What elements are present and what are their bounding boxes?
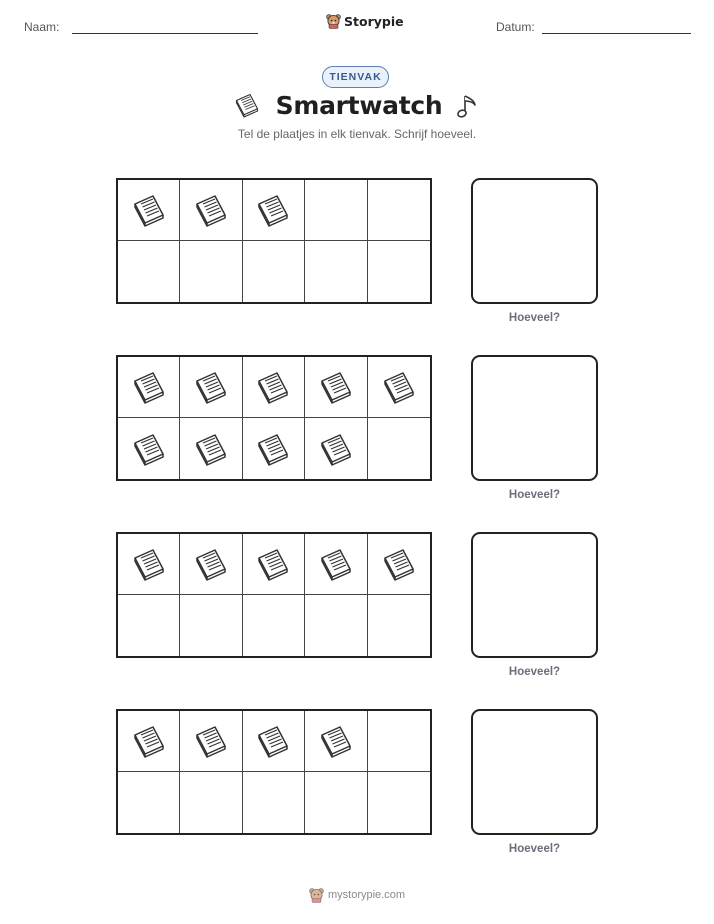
ten-frame-cell	[180, 595, 242, 656]
notebook-icon	[379, 367, 419, 407]
notebook-icon	[316, 544, 356, 584]
hoeveel-label-3: Hoeveel?	[508, 666, 561, 678]
notebook-icon	[253, 429, 293, 469]
ten-frame-cell	[118, 595, 180, 656]
notebook-icon	[129, 544, 169, 584]
notebook-icon	[253, 190, 293, 230]
answer-box-1[interactable]	[471, 178, 598, 304]
notebook-icon	[253, 544, 293, 584]
ten-frame-cell	[243, 711, 305, 772]
ten-frame-4	[116, 709, 432, 835]
ten-frame-cell	[368, 180, 430, 241]
ten-frame-cell	[180, 711, 242, 772]
ten-frame-cell	[305, 241, 367, 302]
footer-url[interactable]: mystorypie.com	[327, 889, 406, 901]
ten-frame-cell	[243, 595, 305, 656]
ten-frame-cell	[305, 772, 367, 833]
notebook-icon	[191, 429, 231, 469]
ten-frame-cell	[243, 180, 305, 241]
ten-frame-cell	[305, 595, 367, 656]
notebook-icon	[253, 721, 293, 761]
storypie-logo	[326, 13, 404, 29]
ten-frame-cell	[368, 595, 430, 656]
ten-frame-cell	[180, 241, 242, 302]
notebook-icon	[129, 721, 169, 761]
footer	[0, 887, 714, 903]
ten-frame-cell	[118, 241, 180, 302]
ten-frame-cell	[243, 241, 305, 302]
ten-frame-cell	[243, 418, 305, 479]
ten-frame-cell	[368, 772, 430, 833]
ten-frame-cell	[368, 357, 430, 418]
ten-frame-cell	[118, 357, 180, 418]
ten-frame-cell	[118, 711, 180, 772]
ten-frame-cell	[368, 711, 430, 772]
ten-frame-cell	[118, 772, 180, 833]
ten-frame-1	[116, 178, 432, 304]
ten-frame-cell	[180, 357, 242, 418]
ten-frame-cell	[305, 418, 367, 479]
ten-frame-cell	[180, 180, 242, 241]
logo-text: Storypie	[344, 13, 404, 29]
ten-frame-cell	[243, 772, 305, 833]
ten-frame-2	[116, 355, 432, 481]
notebook-icon	[253, 367, 293, 407]
bear-icon	[309, 887, 324, 903]
ten-frame-cell	[243, 534, 305, 595]
answer-box-2[interactable]	[471, 355, 598, 481]
answer-box-4[interactable]	[471, 709, 598, 835]
name-line[interactable]	[72, 33, 258, 34]
answer-box-3[interactable]	[471, 532, 598, 658]
notebook-icon	[316, 721, 356, 761]
name-label: Naam:	[24, 20, 60, 34]
ten-frame-cell	[368, 241, 430, 302]
hoeveel-label-2: Hoeveel?	[508, 489, 561, 501]
notebook-icon	[191, 190, 231, 230]
notebook-icon	[316, 429, 356, 469]
notebook-icon	[191, 721, 231, 761]
date-line[interactable]	[542, 33, 691, 34]
ten-frame-cell	[180, 418, 242, 479]
bear-icon	[326, 13, 341, 29]
ten-frame-cell	[180, 772, 242, 833]
ten-frame-cell	[305, 180, 367, 241]
notebook-icon	[232, 90, 262, 120]
ten-frame-cell	[118, 418, 180, 479]
ten-frame-cell	[368, 534, 430, 595]
ten-frame-cell	[305, 357, 367, 418]
page-title: Smartwatch	[275, 90, 443, 120]
date-label: Datum:	[496, 20, 535, 34]
ten-frame-3	[116, 532, 432, 658]
music-note-icon	[456, 90, 482, 120]
hoeveel-label-4: Hoeveel?	[508, 843, 561, 855]
ten-frame-cell	[118, 180, 180, 241]
notebook-icon	[129, 367, 169, 407]
notebook-icon	[316, 367, 356, 407]
notebook-icon	[129, 429, 169, 469]
ten-frame-cell	[305, 711, 367, 772]
ten-frame-cell	[368, 418, 430, 479]
notebook-icon	[191, 544, 231, 584]
title-row	[0, 90, 714, 120]
hoeveel-label-1: Hoeveel?	[508, 312, 561, 324]
ten-frame-cell	[118, 534, 180, 595]
notebook-icon	[379, 544, 419, 584]
notebook-icon	[129, 190, 169, 230]
notebook-icon	[191, 367, 231, 407]
ten-frame-cell	[243, 357, 305, 418]
instructions: Tel de plaatjes in elk tienvak. Schrijf hoeveel.	[237, 127, 477, 141]
tienvak-badge: TIENVAK	[322, 66, 389, 88]
ten-frame-cell	[180, 534, 242, 595]
ten-frame-cell	[305, 534, 367, 595]
